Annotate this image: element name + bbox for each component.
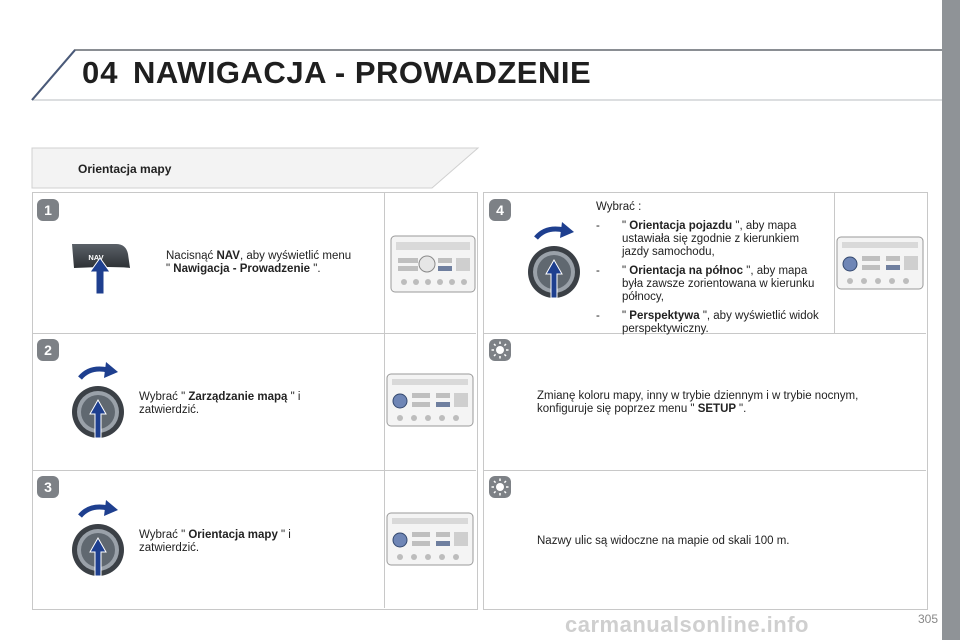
tip-1-text: Zmianę koloru mapy, inny w trybie dziennym i w trybie nocnym, konfiguruje się poprzez menu " SETUP ". (537, 390, 859, 415)
list-item: - " Orientacja na północ ", aby mapa była zawsze zorientowana w kierunku północy, (596, 265, 815, 303)
page-edge-strip (942, 0, 960, 640)
row-divider (33, 333, 476, 334)
svg-text:NAV: NAV (88, 253, 104, 262)
step-2-text: Wybrać " Zarządzanie mapą " i zatwierdzić. (139, 391, 301, 416)
svg-text:2: 2 (44, 342, 52, 358)
list-item: - " Orientacja pojazdu ", aby mapa ustawiała się zgodnie z kierunkiem jazdy samochodu, (596, 220, 800, 258)
row-divider (484, 470, 926, 471)
tip-2-text: Nazwy ulic są widoczne na mapie od skali 100 m. (537, 535, 790, 547)
section-title: Orientacja mapy (78, 162, 172, 176)
svg-text:1: 1 (44, 202, 52, 218)
sun-lamp-icon (488, 475, 512, 499)
watermark: carmanualsonline.info (565, 612, 809, 637)
rotate-push-knob-icon (524, 222, 584, 302)
chapter-number: 04 (82, 55, 119, 90)
right-image-column-divider (834, 193, 835, 333)
step-4-text (596, 201, 824, 336)
step-2-badge-icon (36, 338, 60, 362)
step-1-badge-icon (36, 198, 60, 222)
radio-panel-illustration (386, 512, 474, 566)
step-3-badge-icon (36, 475, 60, 499)
svg-text:4: 4 (496, 202, 504, 218)
rotate-push-knob-icon (68, 500, 128, 580)
rotate-push-knob-icon (68, 362, 128, 442)
sun-lamp-icon (488, 338, 512, 362)
radio-panel-illustration (390, 232, 476, 296)
list-item: - " Perspektywa ", aby wyświetlić widok perspektywiczny. (596, 310, 819, 335)
chapter-title: NAWIGACJA - PROWADZENIE (133, 55, 592, 90)
radio-panel-illustration (386, 373, 474, 427)
svg-text:3: 3 (44, 479, 52, 495)
page-number: 305 (917, 612, 938, 626)
row-divider (33, 470, 476, 471)
step-4-intro: Wybrać : (596, 201, 642, 213)
left-image-column-divider (384, 193, 385, 608)
step-1-text: Nacisnąć NAV, aby wyświetlić menu " Nawigacja - Prowadzenie ". (166, 250, 352, 275)
step-3-text: Wybrać " Orientacja mapy " i zatwierdzić. (139, 529, 291, 554)
step-4-badge-icon (488, 198, 512, 222)
radio-panel-illustration (836, 236, 924, 290)
nav-key-press-icon (70, 240, 132, 296)
